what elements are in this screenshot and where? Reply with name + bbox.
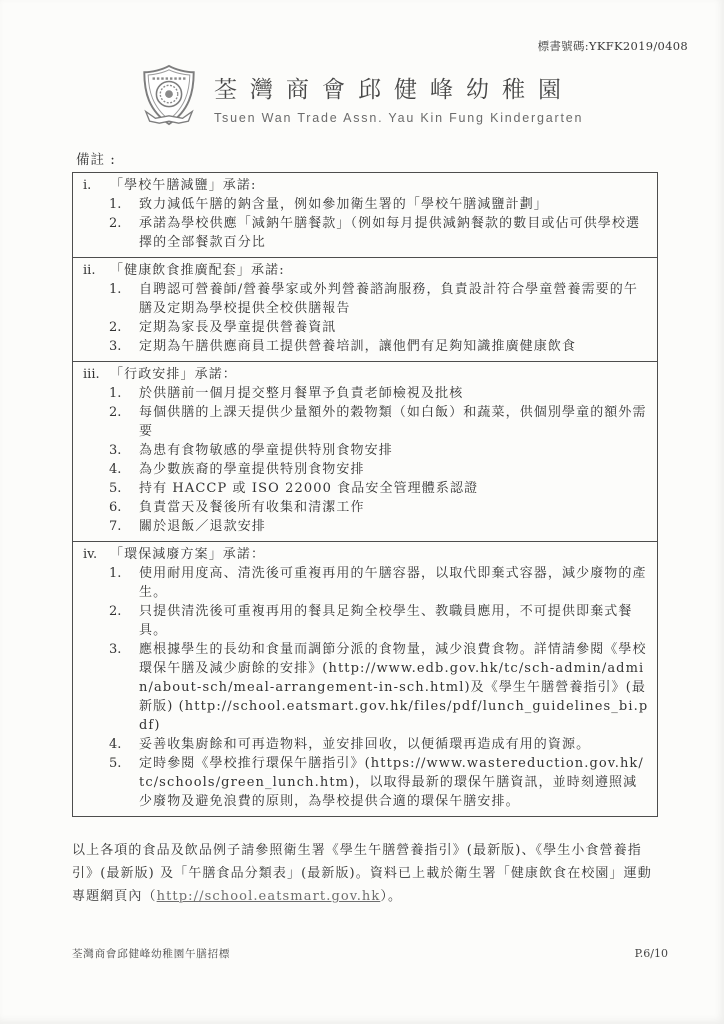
school-header — [138, 62, 724, 134]
section-item — [109, 403, 649, 441]
closing-paragraph — [72, 839, 662, 908]
section-item — [109, 337, 649, 356]
section-item — [109, 517, 649, 536]
item-number: 1. — [109, 282, 122, 297]
section-item — [109, 564, 649, 602]
section-title: 「行政安排」承諾： — [110, 367, 237, 382]
section-numeral: i. — [83, 178, 92, 193]
section-title: 「環保減廢方案」承諾： — [110, 547, 266, 562]
item-number: 5. — [109, 756, 122, 771]
section-numeral: iii. — [83, 367, 100, 382]
section-item — [109, 754, 649, 811]
footer-doc-title: 荃灣商會邱健峰幼稚園午膳招標 — [72, 948, 231, 960]
closing-text-after: ）。 — [380, 889, 403, 904]
notes-label: 備註 : — [76, 152, 116, 168]
page-footer — [72, 946, 668, 961]
item-number: 2. — [109, 405, 122, 420]
notes-table — [72, 172, 658, 817]
school-name-en: Tsuen Wan Trade Assn. Yau Kin Fung Kindergarten — [214, 111, 584, 125]
section-item — [109, 384, 649, 403]
item-number: 1. — [109, 197, 122, 212]
item-text: 自聘認可營養師/營養學家或外判營養諮詢服務，負責設計符合學童營養需要的午膳及定期為學校提供全校供膳報告 — [139, 282, 638, 316]
item-number: 2. — [109, 604, 122, 619]
item-text: 致力減低午膳的鈉含量，例如參加衛生署的「學校午膳減鹽計劃」 — [139, 197, 548, 212]
item-number: 1. — [109, 566, 122, 581]
item-text: 定時參閱《學校推行環保午膳指引》(https://www.wastereduction.gov.hk/tc/schools/green_lunch.htm)，以取得最新的環保午膳資訊，並時刻遵照減少廢物及避免浪費的原則，為學校提供合適的環保午膳安排。 — [139, 756, 644, 809]
section-item — [109, 640, 649, 735]
notes-section — [73, 173, 657, 258]
item-text: 於供膳前一個月提交整月餐單予負責老師檢視及批核 — [139, 386, 464, 401]
section-item — [109, 735, 649, 754]
item-number: 3. — [109, 339, 122, 354]
notes-section — [73, 362, 657, 542]
notes-section — [73, 258, 657, 362]
section-header — [83, 365, 649, 384]
item-number: 4. — [109, 737, 122, 752]
item-text: 承諾為學校供應「減鈉午膳餐款」（例如每月提供減鈉餐款的數目或佔可供學校選擇的全部餐款百分比 — [139, 216, 641, 250]
section-title: 「學校午膳減鹽」承諾: — [110, 178, 257, 193]
section-numeral: ii. — [83, 263, 96, 278]
item-text: 妥善收集廚餘和可再造物料，並安排回收，以便循環再造成有用的資源。 — [139, 737, 591, 752]
item-text: 持有 HACCP 或 ISO 22000 食品安全管理體系認證 — [139, 481, 479, 496]
item-number: 1. — [109, 386, 122, 401]
notes-section — [73, 542, 657, 816]
item-text: 每個供膳的上課天提供少量額外的穀物類（如白飯）和蔬菜，供個別學童的額外需要 — [139, 405, 647, 439]
notes-body — [72, 148, 658, 817]
section-item — [109, 195, 649, 214]
tender-ref-number: 標書號碼:YKFK2019/0408 — [537, 39, 688, 53]
item-text: 使用耐用度高、清洗後可重複再用的午膳容器，以取代即棄式容器，減少廢物的產生。 — [139, 566, 647, 600]
item-text: 只提供清洗後可重複再用的餐具足夠全校學生、教職員應用，不可提供即棄式餐具。 — [139, 604, 633, 638]
item-text: 關於退飯／退款安排 — [139, 519, 266, 534]
school-titles — [214, 71, 583, 125]
item-number: 3. — [109, 642, 122, 657]
section-item — [109, 441, 649, 460]
school-crest-icon — [138, 63, 200, 133]
page-number: P.6/10 — [634, 947, 668, 960]
item-number: 7. — [109, 519, 122, 534]
section-item — [109, 280, 649, 318]
item-number: 4. — [109, 462, 122, 477]
item-text: 為患有食物敏感的學童提供特別食物安排 — [139, 443, 393, 458]
section-item — [109, 498, 649, 517]
section-item — [109, 460, 649, 479]
item-text: 定期為家長及學童提供營養資訊 — [139, 320, 337, 335]
section-title: 「健康飲食推廣配套」承諾: — [110, 263, 285, 278]
item-number: 5. — [109, 481, 122, 496]
section-item — [109, 479, 649, 498]
section-item — [109, 602, 649, 640]
item-number: 2. — [109, 216, 122, 231]
section-item — [109, 214, 649, 252]
item-number: 3. — [109, 443, 122, 458]
section-header — [83, 261, 649, 280]
item-text: 定期為午膳供應商員工提供營養培訓，讓他們有足夠知識推廣健康飲食 — [139, 339, 577, 354]
eatsmart-link[interactable]: http://school.eatsmart.gov.hk — [156, 889, 381, 904]
section-numeral: iv. — [83, 547, 98, 562]
item-text: 應根據學生的長幼和食量而調節分派的食物量，減少浪費食物。詳情請參閱《學校環保午膳及減少廚餘的安排》(http://www.edb.gov.hk/tc/sch-admin/admin/about-sch/meal-arrangement-in-sch.html)及《學生午膳營養指引》(最新版) (http://school.eatsmart.gov.hk/files/pdf/lunch_guidelines_bi.pdf) — [139, 642, 649, 733]
item-text: 為少數族裔的學童提供特別食物安排 — [139, 462, 365, 477]
section-header — [83, 545, 649, 564]
section-header — [83, 176, 649, 195]
item-number: 6. — [109, 500, 122, 515]
closing-text-before: 以上各項的食品及飲品例子請參照衛生署《學生午膳營養指引》(最新版)、《學生小食營養指引》(最新版) 及「午膳食品分類表」(最新版)。資料已上載於衛生署「健康飲食在校園」運動專題網頁內（ — [72, 843, 652, 904]
section-item — [109, 318, 649, 337]
item-text: 負責當天及餐後所有收集和清潔工作 — [139, 500, 365, 515]
item-number: 2. — [109, 320, 122, 335]
school-name-zh: 荃灣商會邱健峰幼稚園 — [214, 77, 574, 103]
